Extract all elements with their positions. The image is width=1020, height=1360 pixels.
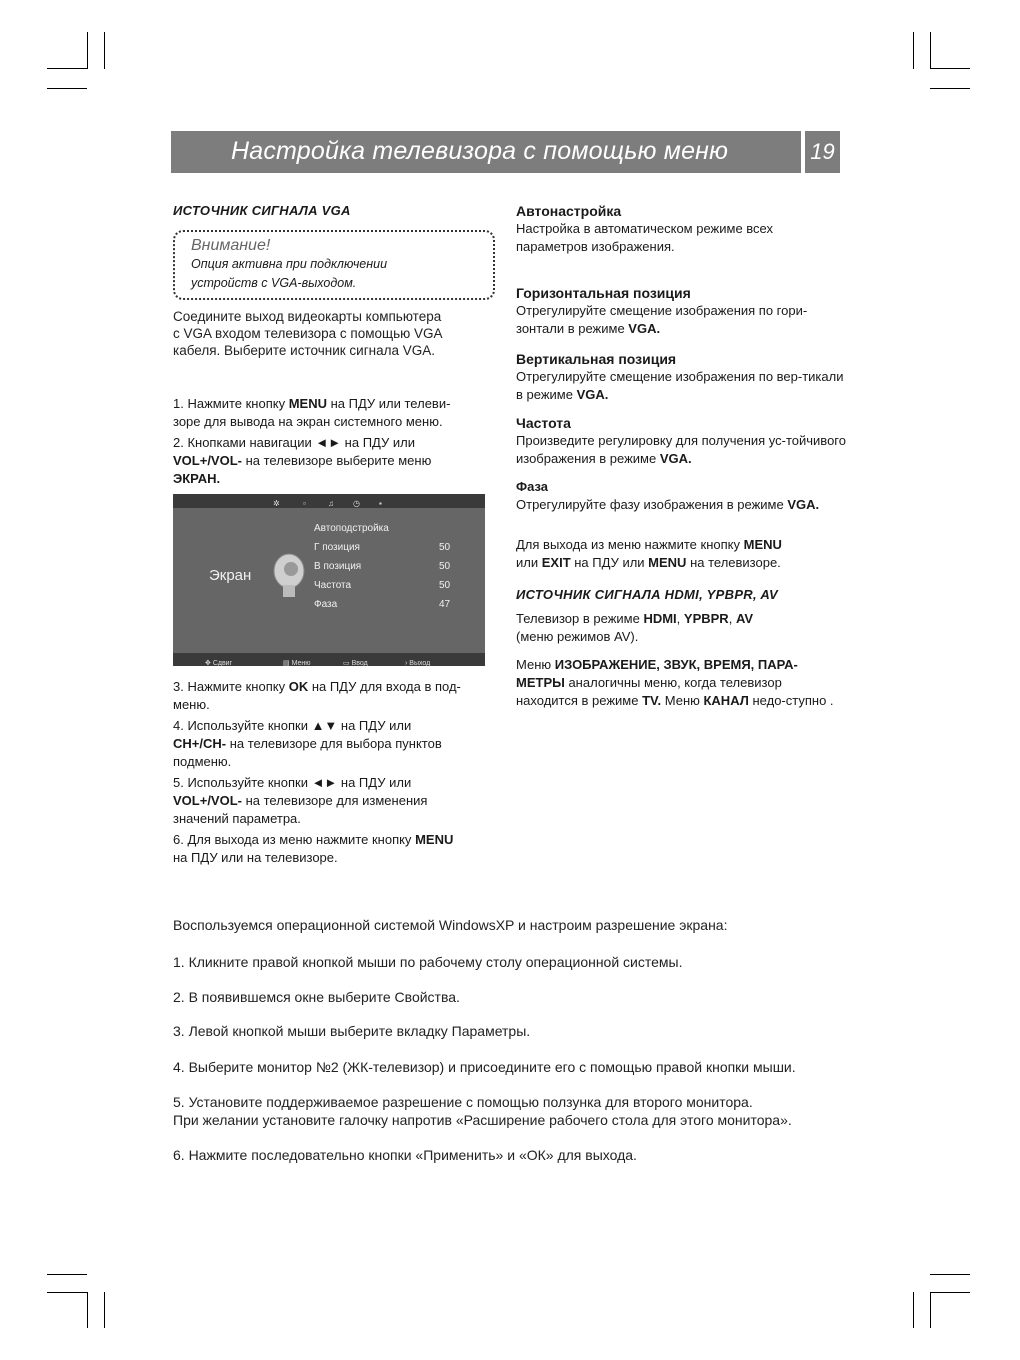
menu-item-value: 50 xyxy=(439,580,451,591)
hdmi-block xyxy=(516,610,846,646)
menu-item[interactable]: Фаза xyxy=(314,599,338,610)
intro-line: Соедините выход видеокарты компьютера xyxy=(173,309,442,324)
freq-text: Произведите регулировку для получения ус-тойчивого изображения в режиме VGA. xyxy=(516,433,846,466)
step-6: 6. Для выхода из меню нажмите кнопку MENU на ПДУ или на телевизоре. xyxy=(173,832,454,865)
menu-block xyxy=(516,656,846,710)
step-2: 2. Кнопками навигации ◄► на ПДУ или VOL+/VOL- на телевизоре выберите меню ЭКРАН. xyxy=(173,435,432,486)
step-1: 1. Нажмите кнопку MENU на ПДУ или телеви- зоре для вывода на экран системного меню. xyxy=(173,396,451,429)
hdmi-text: Телевизор в режиме HDMI, YPBPR, AV (меню режимов AV). xyxy=(516,611,754,644)
crop-mark xyxy=(47,68,87,69)
exit-text: Для выхода из меню нажмите кнопку MENU или EXIT на ПДУ или MENU на телевизоре. xyxy=(516,537,782,570)
vpos-heading: Вертикальная позиция xyxy=(516,351,677,367)
grid-icon: ▪ xyxy=(379,499,382,508)
section-title-vga: ИСТОЧНИК СИГНАЛА VGA xyxy=(173,203,351,218)
hpos-block xyxy=(516,284,846,338)
note-heading: Внимание! xyxy=(191,237,271,254)
speaker-icon: ▫ xyxy=(303,499,306,508)
crop-mark xyxy=(930,68,970,69)
music-icon: ♫ xyxy=(328,499,334,508)
step-5: 5. Используйте кнопки ◄► на ПДУ или VOL+/VOL- на телевизоре для изменения значений параметра. xyxy=(173,775,428,826)
section-title-hdmi: ИСТОЧНИК СИГНАЛА HDMI, YPBPR, AV xyxy=(516,587,779,602)
crop-mark xyxy=(930,32,931,69)
auto-adjust-heading: Автонастройка xyxy=(516,203,622,219)
menu-item-value: 50 xyxy=(439,561,451,572)
clock-icon: ◷ xyxy=(353,499,360,508)
crop-mark xyxy=(930,1274,970,1275)
screen-menu-emblem xyxy=(271,551,309,599)
windows-step-4: 4. Выберите монитор №2 (ЖК-телевизор) и присоедините его с помощью правой кнопки мыши. xyxy=(173,1059,796,1075)
windows-step-2: 2. В появившемся окне выберите Свойства. xyxy=(173,989,460,1005)
menu-item[interactable]: Частота xyxy=(314,580,352,591)
hpos-heading: Горизонтальная позиция xyxy=(516,285,691,301)
crop-mark xyxy=(930,1292,931,1328)
hpos-text: Отрегулируйте смещение изображения по гори-зонтали в режиме VGA. xyxy=(516,303,808,336)
crop-mark xyxy=(930,1292,970,1293)
crop-mark xyxy=(47,1292,87,1293)
attention-note xyxy=(173,230,495,300)
note-line: устройств с VGA-выходом. xyxy=(191,276,357,290)
crop-mark xyxy=(87,1292,88,1328)
step-3: 3. Нажмите кнопку OK на ПДУ для входа в под- меню. xyxy=(173,679,461,712)
vpos-text: Отрегулируйте смещение изображения по вер-тикали в режиме VGA. xyxy=(516,369,844,402)
right-column xyxy=(516,202,846,720)
auto-adjust-text: Настройка в автоматическом режиме всех параметров изображения. xyxy=(516,221,773,254)
auto-adjust-block xyxy=(516,202,846,256)
windows-step-5a: 5. Установите поддерживаемое разрешение с помощью ползунка для второго монитора. xyxy=(173,1094,753,1110)
crop-mark xyxy=(913,32,914,69)
crop-mark xyxy=(47,1274,87,1275)
screen-menu-label: Экран xyxy=(209,567,252,584)
windows-step-3: 3. Левой кнопкой мыши выберите вкладку Параметры. xyxy=(173,1023,531,1039)
intro-line: кабеля. Выберите источник сигнала VGA. xyxy=(173,343,435,358)
exit-hint: › Выход xyxy=(405,660,431,666)
phase-heading: Фаза xyxy=(516,479,549,494)
step-4: 4. Используйте кнопки ▲▼ на ПДУ или CH+/CH- на телевизоре для выбора пунктов подменю. xyxy=(173,718,442,769)
windows-intro: Воспользуемся операционной системой WindowsXP и настроим разрешение экрана: xyxy=(173,917,728,933)
freq-heading: Частота xyxy=(516,415,571,431)
menu-item-value: 50 xyxy=(439,542,451,553)
crop-mark xyxy=(930,88,970,89)
windows-step-6: 6. Нажмите последовательно кнопки «Применить» и «ОК» для выхода. xyxy=(173,1147,637,1163)
phase-text: Отрегулируйте фазу изображения в режиме VGA. xyxy=(516,497,820,512)
sun-icon: ✲ xyxy=(273,499,280,508)
windows-step-1: 1. Кликните правой кнопкой мыши по рабочему столу операционной системы. xyxy=(173,954,683,970)
exit-block xyxy=(516,536,846,572)
menu-text: Меню ИЗОБРАЖЕНИЕ, ЗВУК, ВРЕМЯ, ПАРА-МЕТРЫ аналогичны меню, когда телевизор находится в режиме TV. Меню КАНАЛ недо-ступно . xyxy=(516,657,834,708)
windows-step-5b: При желании установите галочку напротив «Расширение рабочего стола для этого монитора». xyxy=(173,1112,792,1128)
page-title: Настройка телевизора с помощью меню xyxy=(231,137,729,165)
menu-footer xyxy=(173,653,485,666)
note-line: Опция активна при подключении xyxy=(191,257,388,271)
phase-block xyxy=(516,478,846,514)
intro-line: с VGA входом телевизора с помощью VGA xyxy=(173,326,443,341)
vpos-block xyxy=(516,350,846,404)
move-hint: ✥ Сдвиг xyxy=(205,660,233,666)
left-column xyxy=(173,202,495,870)
crop-mark xyxy=(87,32,88,69)
crop-mark xyxy=(47,88,87,89)
freq-block xyxy=(516,414,846,468)
menu-item[interactable]: Г позиция xyxy=(314,542,360,553)
tv-menu-screenshot xyxy=(173,494,485,666)
menu-tab-bar xyxy=(173,494,485,508)
menu-item[interactable]: Автоподстройка xyxy=(314,523,389,534)
page-header xyxy=(171,131,801,173)
page-number: 19 xyxy=(805,131,840,173)
crop-mark xyxy=(104,1292,105,1328)
crop-mark xyxy=(913,1292,914,1328)
menu-hint: ▤ Меню xyxy=(283,660,311,666)
ok-hint: ▭ Ввод xyxy=(343,660,368,666)
menu-item-value: 47 xyxy=(439,599,451,610)
crop-mark xyxy=(104,32,105,69)
menu-item[interactable]: В позиция xyxy=(314,561,362,572)
